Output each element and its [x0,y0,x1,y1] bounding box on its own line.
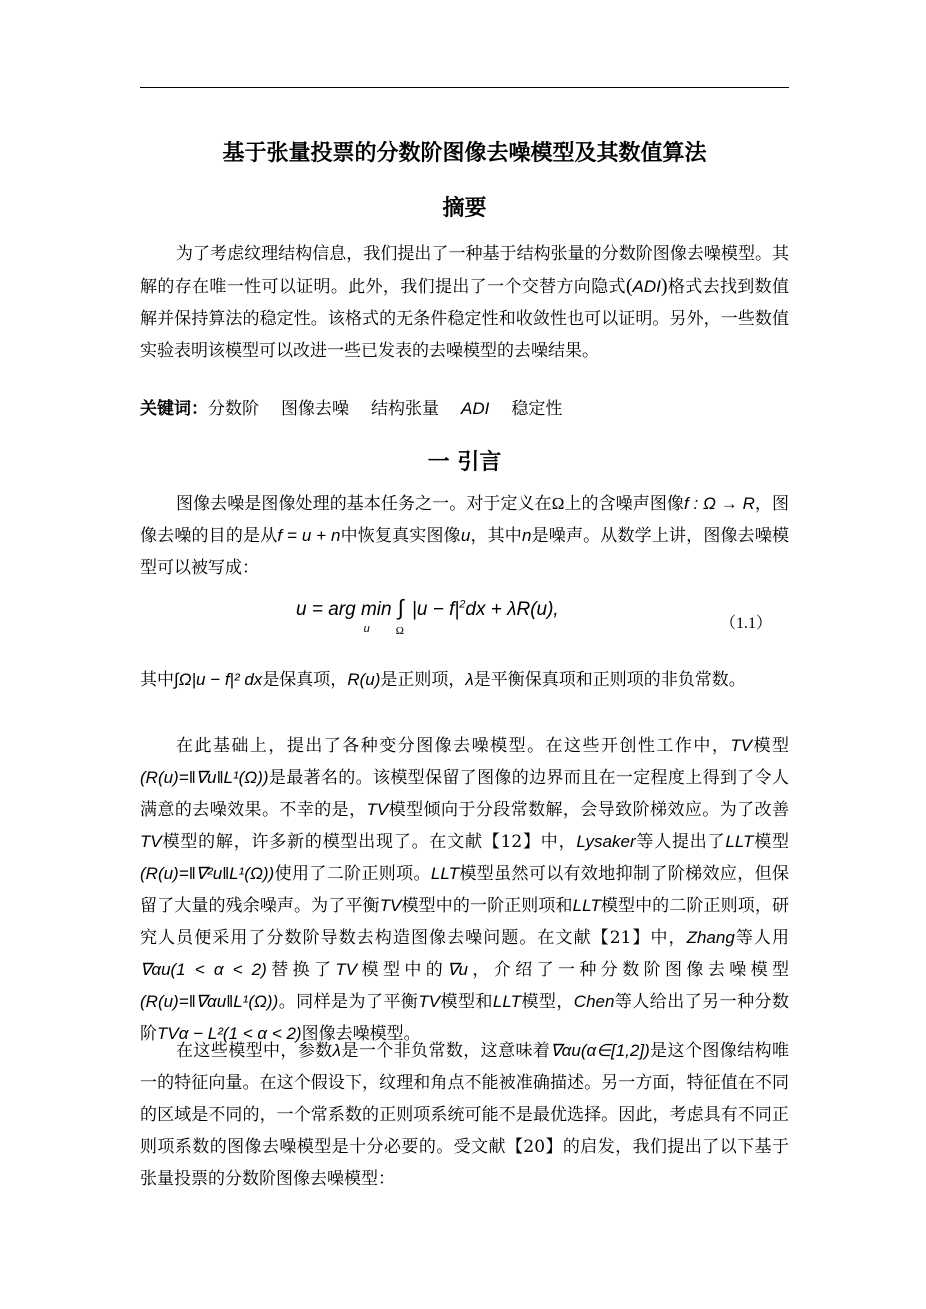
intro-paragraph-4 [140,1035,789,1195]
text-run: 模型中的二阶正则项，研究人员便采用了分数阶导数去构造图像去噪问题。在文献【21】中， [140,896,790,948]
text-run: 替换了 [266,960,336,980]
math-omega: Ω [551,494,565,513]
equation-number: （1.1） [720,615,773,632]
text-run: 是保真项， [262,670,348,690]
text-run: 使用了二阶正则项。 [274,864,431,884]
text-run: 其中 [140,670,174,690]
equation-sup: 2 [459,598,466,611]
math-llt: LLT [492,992,521,1011]
equation-rest: dx + λR(u), [465,599,559,620]
text-run: 模型 [752,736,790,756]
math-tv: TV [379,896,402,915]
math-tv: TV [335,960,358,979]
keyword-item: 图像去噪 [281,399,349,419]
text-run: 图像去噪模型。 [301,1024,421,1044]
math-n: n [521,526,532,545]
section-heading-intro: 一 引言 [427,450,502,475]
math-tv: TV [418,992,441,1011]
text-run: 在此基础上，提出了各种变分图像去噪模型。在这些开创性工作中， [176,736,731,756]
math-tv-l2: TVα − L²(1 < α < 2) [157,1024,302,1043]
text-run: 是一个非负常数，这意味着 [341,1041,551,1061]
intro-paragraph-2 [140,664,789,696]
integral-symbol: ∫ [397,595,404,620]
text-run: ，其中 [470,526,522,546]
text-run: ，图像去噪的目的是从 [140,494,789,546]
math-f-eq: f = u + n [277,526,341,545]
abstract-paragraph: 为了考虑纹理结构信息，我们提出了一种基于结构张量的分数阶图像去噪模型。其解的存在唯一性可以证明。此外，我们提出了一个交替方向隐式(ADI)格式去找到数值解并保持算法的稳定性。该格式的无条件稳定性和收敛性也可以证明。另外，一些数值实验表明该模型可以改进一些已发表的去噪模型的去噪结果。 [140,244,790,361]
text-run: 等人用 [734,928,789,948]
text-run: 模型中的 [357,960,448,980]
text-run: 模型倾向于分段常数解，会导致阶梯效应。为了改善 [388,800,790,820]
text-run: 模型 [753,832,790,852]
abstract-text-2: 格式去找到数值解并保持算法的稳定性。该格式的无条件稳定性和收敛性也可以证明。另外，一些数值实验表明该模型可以改进一些已发表的去噪模型的去噪结果。 [140,277,790,361]
keywords-line [140,393,789,425]
intro-paragraph-3 [140,730,789,1050]
text-run: 是噪声。从数学上讲，图像去噪模型可以被写成： [140,526,790,578]
text-run: 等人提出了 [635,832,726,852]
math-fidelity-term: ∫Ω|u − f|² dx [174,670,263,689]
math-f-map: f : Ω → R [683,494,755,513]
keyword-item: 结构张量 [371,399,439,419]
paper-title: 基于张量投票的分数阶图像去噪模型及其数值算法 [222,141,707,166]
math-u: u [460,526,471,545]
equation-int-sub: Ω [395,624,404,637]
text-run: 模型， [520,992,574,1012]
math-regularizer: R(u) [347,670,381,689]
text-run: 是正则项， [380,670,466,690]
abstract-heading: 摘要 [442,196,487,221]
math-grad-u: ∇u [447,960,468,979]
math-frac-formula: (R(u)=‖∇αu‖L¹(Ω)) [140,992,279,1011]
intro-paragraph-1 [140,488,789,584]
text-run: 模型中的一阶正则项和 [401,896,573,916]
math-llt: LLT [725,832,754,851]
abstract-text-1: 为了考虑纹理结构信息，我们提出了一种基于结构张量的分数阶图像去噪模型。其解的存在唯一性可以证明。此外，我们提出了一个交替方向隐式 [140,244,789,297]
keyword-item: 分数阶 [208,399,259,419]
text-run: 模型虽然可以有效地抑制了阶梯效应，但保留了大量的残余噪声。为了平衡 [140,864,790,916]
text-run: 是这个图像结构唯一的特征向量。在这个假设下，纹理和角点不能被准确描述。另一方面，特征值在不同的区域是不同的，一个常系数的正则项系统可能不是最优选择。因此，考虑具有不同正则项系数的图像去噪模型是十分必要的。受文献【20】的启发，我们提出了以下基于张量投票的分数阶图像去噪模型： [140,1041,789,1189]
text-run: 上的含噪声图像 [564,494,684,514]
header-rule [140,87,789,88]
math-frac-grad-range: ∇αu(α∈[1,2]) [550,1041,650,1060]
equation-1-1 [296,595,559,637]
math-frac-grad: ∇αu(1 < α < 2) [140,960,267,979]
author-lysaker: Lysaker [576,832,636,851]
math-llt: LLT [430,864,459,883]
keyword-item: ADI [461,399,490,418]
author-zhang: Zhang [686,928,735,947]
text-run: 等人给出了另一种分数阶 [140,992,790,1044]
text-run: 模型和 [440,992,493,1012]
math-tv: TV [140,832,162,851]
abstract-adi: ADI [632,277,661,296]
equation-sub: u [363,622,370,635]
equation-lhs: u = arg min [296,599,392,620]
text-run: 是平衡保真项和正则项的非负常数。 [473,670,746,690]
equation-body: |u − f| [411,599,460,620]
keyword-item: 稳定性 [511,399,563,419]
math-lambda: λ [465,670,474,689]
text-run: 图像去噪是图像处理的基本任务之一。对于定义在 [176,494,552,514]
text-run: ，介绍了一种分数阶图像去噪模型 [468,960,790,980]
text-run: 在这些模型中，参数 [176,1041,333,1061]
math-llt-formula: (R(u)=‖∇²u‖L¹(Ω)) [140,864,275,883]
text-run: 中恢复真实图像 [340,526,461,546]
text-run: 模型的解，许多新的模型出现了。在文献【12】中， [161,832,577,852]
math-tv: TV [730,736,753,755]
text-run: 是最著名的。该模型保留了图像的边界而且在一定程度上得到了令人满意的去噪效果。不幸的是， [140,768,789,820]
math-tv-formula: (R(u)=‖∇u‖L¹(Ω)) [140,768,269,787]
keywords-label: 关键词： [140,399,208,419]
math-llt: LLT [572,896,601,915]
math-lambda: λ [332,1041,342,1060]
text-run: 。同样是为了平衡 [278,992,419,1012]
math-tv: TV [366,800,389,819]
author-chen: Chen [573,992,615,1011]
